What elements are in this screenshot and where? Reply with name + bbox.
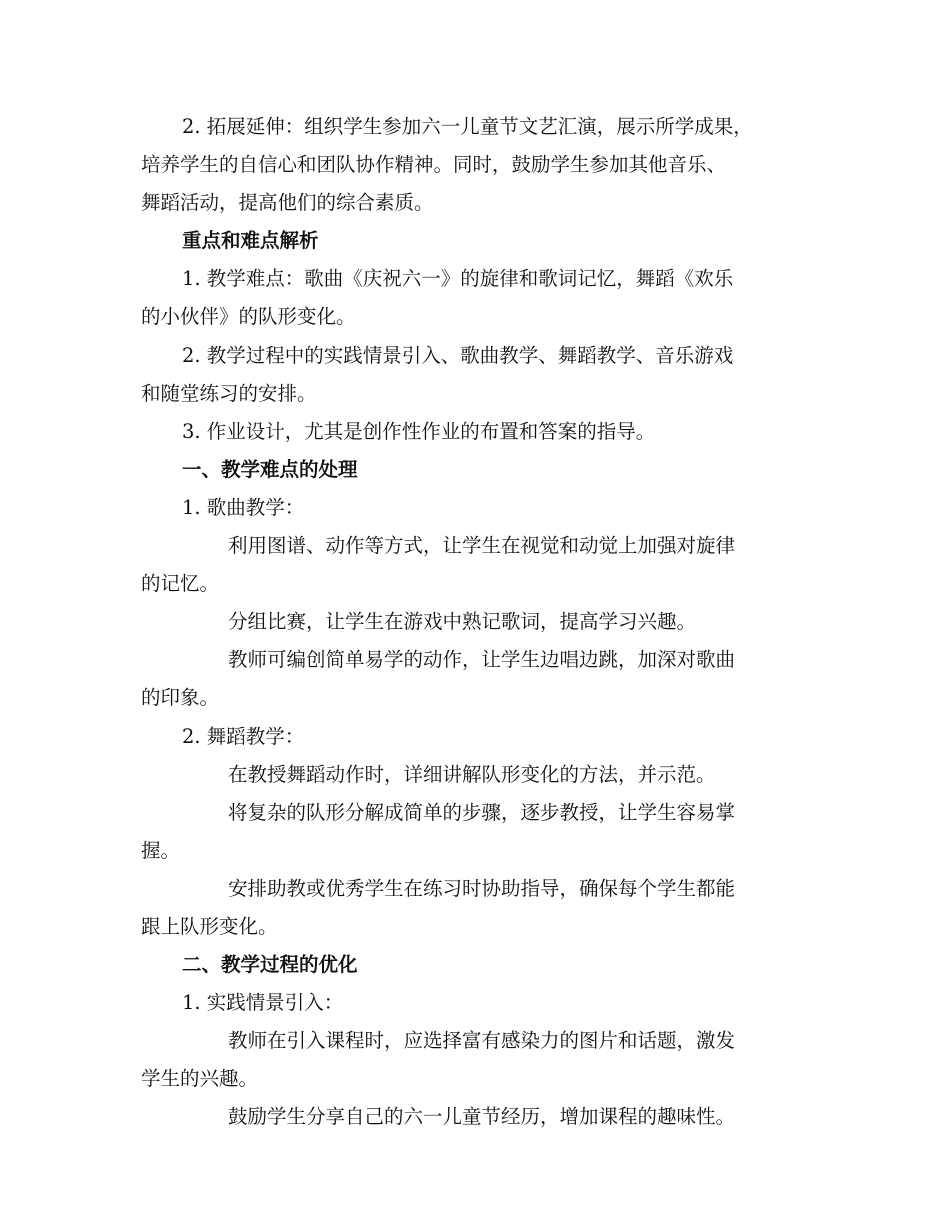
paragraph-line: 将复杂的队形分解成简单的步骤，逐步教授，让学生容易掌: [228, 800, 736, 824]
paragraph-line: 教师可编创简单易学的动作，让学生边唱边跳，加深对歌曲: [228, 648, 736, 672]
paragraph-line: 在教授舞蹈动作时，详细讲解队形变化的方法，并示范。: [228, 762, 716, 786]
paragraph-line: 1. 教学难点：歌曲《庆祝六一》的旋律和歌词记忆，舞蹈《欢乐: [182, 267, 734, 291]
paragraph-continuation-line: 握。: [141, 838, 181, 862]
paragraph-line: 分组比赛，让学生在游戏中熟记歌词，提高学习兴趣。: [228, 610, 697, 634]
paragraph-continuation-line: 和随堂练习的安排。: [141, 381, 317, 405]
paragraph-continuation-line: 的小伙伴》的队形变化。: [141, 305, 356, 329]
paragraph-continuation-line: 跟上队形变化。: [141, 914, 278, 938]
paragraph-line: 利用图谱、动作等方式，让学生在视觉和动觉上加强对旋律: [228, 534, 736, 558]
section-heading: 一、教学难点的处理: [182, 457, 358, 481]
paragraph-line: 安排助教或优秀学生在练习时协助指导，确保每个学生都能: [228, 876, 736, 900]
section-heading: 二、教学过程的优化: [182, 953, 358, 977]
document-body: [141, 108, 801, 1137]
paragraph-line: 鼓励学生分享自己的六一儿童节经历，增加课程的趣味性。: [228, 1105, 736, 1129]
paragraph-line: 教师在引入课程时，应选择富有感染力的图片和话题，激发: [228, 1029, 736, 1053]
paragraph-line: 1. 实践情景引入：: [182, 991, 344, 1015]
paragraph-continuation-line: 的印象。: [141, 686, 220, 710]
section-heading: 重点和难点解析: [182, 229, 319, 253]
paragraph-line: 1. 歌曲教学：: [182, 495, 305, 519]
paragraph-line: 2. 拓展延伸：组织学生参加六一儿童节文艺汇演，展示所学成果，: [182, 115, 753, 138]
paragraph-continuation-line: 舞蹈活动，提高他们的综合素质。: [141, 191, 434, 215]
paragraph-line: 2. 舞蹈教学：: [182, 724, 305, 748]
paragraph-continuation-line: 学生的兴趣。: [141, 1067, 259, 1091]
paragraph-line: 2. 教学过程中的实践情景引入、歌曲教学、舞蹈教学、音乐游戏: [182, 343, 734, 367]
paragraph-line: 3. 作业设计，尤其是创作性作业的布置和答案的指导。: [182, 419, 656, 443]
paragraph-continuation-line: 培养学生的自信心和团队协作精神。同时，鼓励学生参加其他音乐、: [141, 153, 727, 177]
paragraph-continuation-line: 的记忆。: [141, 572, 220, 596]
